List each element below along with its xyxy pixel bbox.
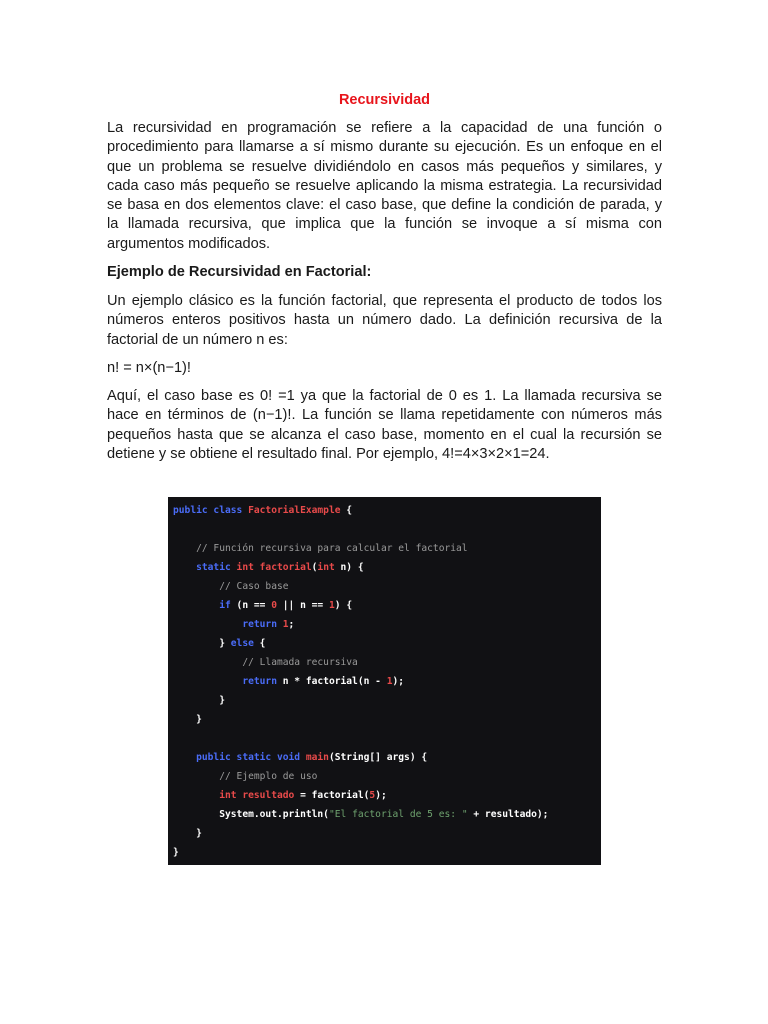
code-line [173,558,601,577]
example-paragraph: Un ejemplo clásico es la función factorial, que representa el producto de todos los números enteros positivos hasta un número dado. La definición recursiva de la factorial de un número n es: [107,293,662,348]
code-number: 1 [386,676,393,687]
code-string: "El factorial de 5 es: " [328,809,468,820]
code-text: ( [311,562,318,573]
code-type: int [219,790,237,801]
code-line [173,843,601,862]
document-content [107,90,662,473]
code-text: ); [392,676,405,687]
document-title: Recursividad [338,92,431,108]
code-text: } [219,695,225,706]
code-number: 5 [369,790,376,801]
code-line [173,786,601,805]
code-text: ) { [334,600,353,611]
code-keyword: static [196,562,231,573]
explanation-paragraph: Aquí, el caso base es 0! =1 ya que la factorial de 0 es 1. La llamada recursiva se hace en términos de (n−1)!. La función se llama repetidamente con números más pequeños hasta que se alcanza el caso base, momento en el cual la recursión se detiene y se obtiene el resultado final. Por ejemplo, 4!=4×3×2×1=24. [107,387,662,462]
code-number: 1 [282,619,289,630]
factorial-formula: n! = n×(n−1)! [107,359,191,376]
code-text: ; [288,619,295,630]
code-line [173,501,601,520]
code-text: System.out.println( [219,809,329,820]
code-text: = factorial( [294,790,370,801]
code-comment: // Llamada recursiva [242,657,358,668]
code-text: (String[] args) { [328,752,428,763]
code-line [173,710,601,729]
code-text: ); [375,790,387,801]
code-line [173,672,601,691]
example-heading: Ejemplo de Recursividad en Factorial: [107,264,372,281]
code-keyword: if [219,600,231,611]
code-variable: resultado [242,790,295,801]
code-comment: // Caso base [219,581,289,592]
code-type: int [317,562,335,573]
code-comment: // Función recursiva para calcular el factorial [196,543,468,554]
code-line [173,577,601,596]
code-line [173,539,601,558]
code-text: { [253,638,266,649]
code-type: int [236,562,254,573]
code-snippet [168,497,601,865]
code-function-name: factorial [259,562,312,573]
code-text: } [219,638,231,649]
code-text: n) { [334,562,364,573]
code-keyword: else [230,638,254,649]
code-number: 1 [328,600,335,611]
code-function-name: main [305,752,329,763]
intro-paragraph: La recursividad en programación se refiere a la capacidad de una función o procedimiento para llamarse a sí mismo durante su ejecución. Es un enfoque en el que un problema se resuelve dividiéndolo en casos más pequeños y similares, y cada caso más pequeño se resuelve aplicando la misma estrategia. La recursividad se basa en dos elementos clave: el caso base, que define la condición de parada, y la llamada recursiva, que implica que la función se invoque a sí misma con argumentos modificados. [107,120,662,252]
code-text: (n == [230,600,272,611]
code-text: + resultado); [467,809,549,820]
code-keyword: return [242,676,277,687]
code-line [173,634,601,653]
code-line-blank [173,729,601,748]
code-line [173,767,601,786]
code-number: 0 [271,600,277,611]
code-line-blank [173,520,601,539]
code-keyword: return [242,619,277,630]
code-line [173,653,601,672]
code-line [173,691,601,710]
code-keyword: public static void [196,752,301,763]
code-text: { [340,505,353,516]
code-class-name: FactorialExample [248,505,341,516]
code-line [173,596,601,615]
code-text: || n == [277,600,329,611]
code-text: n * factorial(n - [276,676,387,687]
code-text: } [196,714,202,725]
code-line [173,748,601,767]
code-text: } [173,847,179,858]
code-line [173,615,601,634]
code-keyword: public class [173,505,243,516]
code-text: } [196,828,202,839]
code-comment: // Ejemplo de uso [219,771,318,782]
code-line [173,805,601,824]
code-line [173,824,601,843]
